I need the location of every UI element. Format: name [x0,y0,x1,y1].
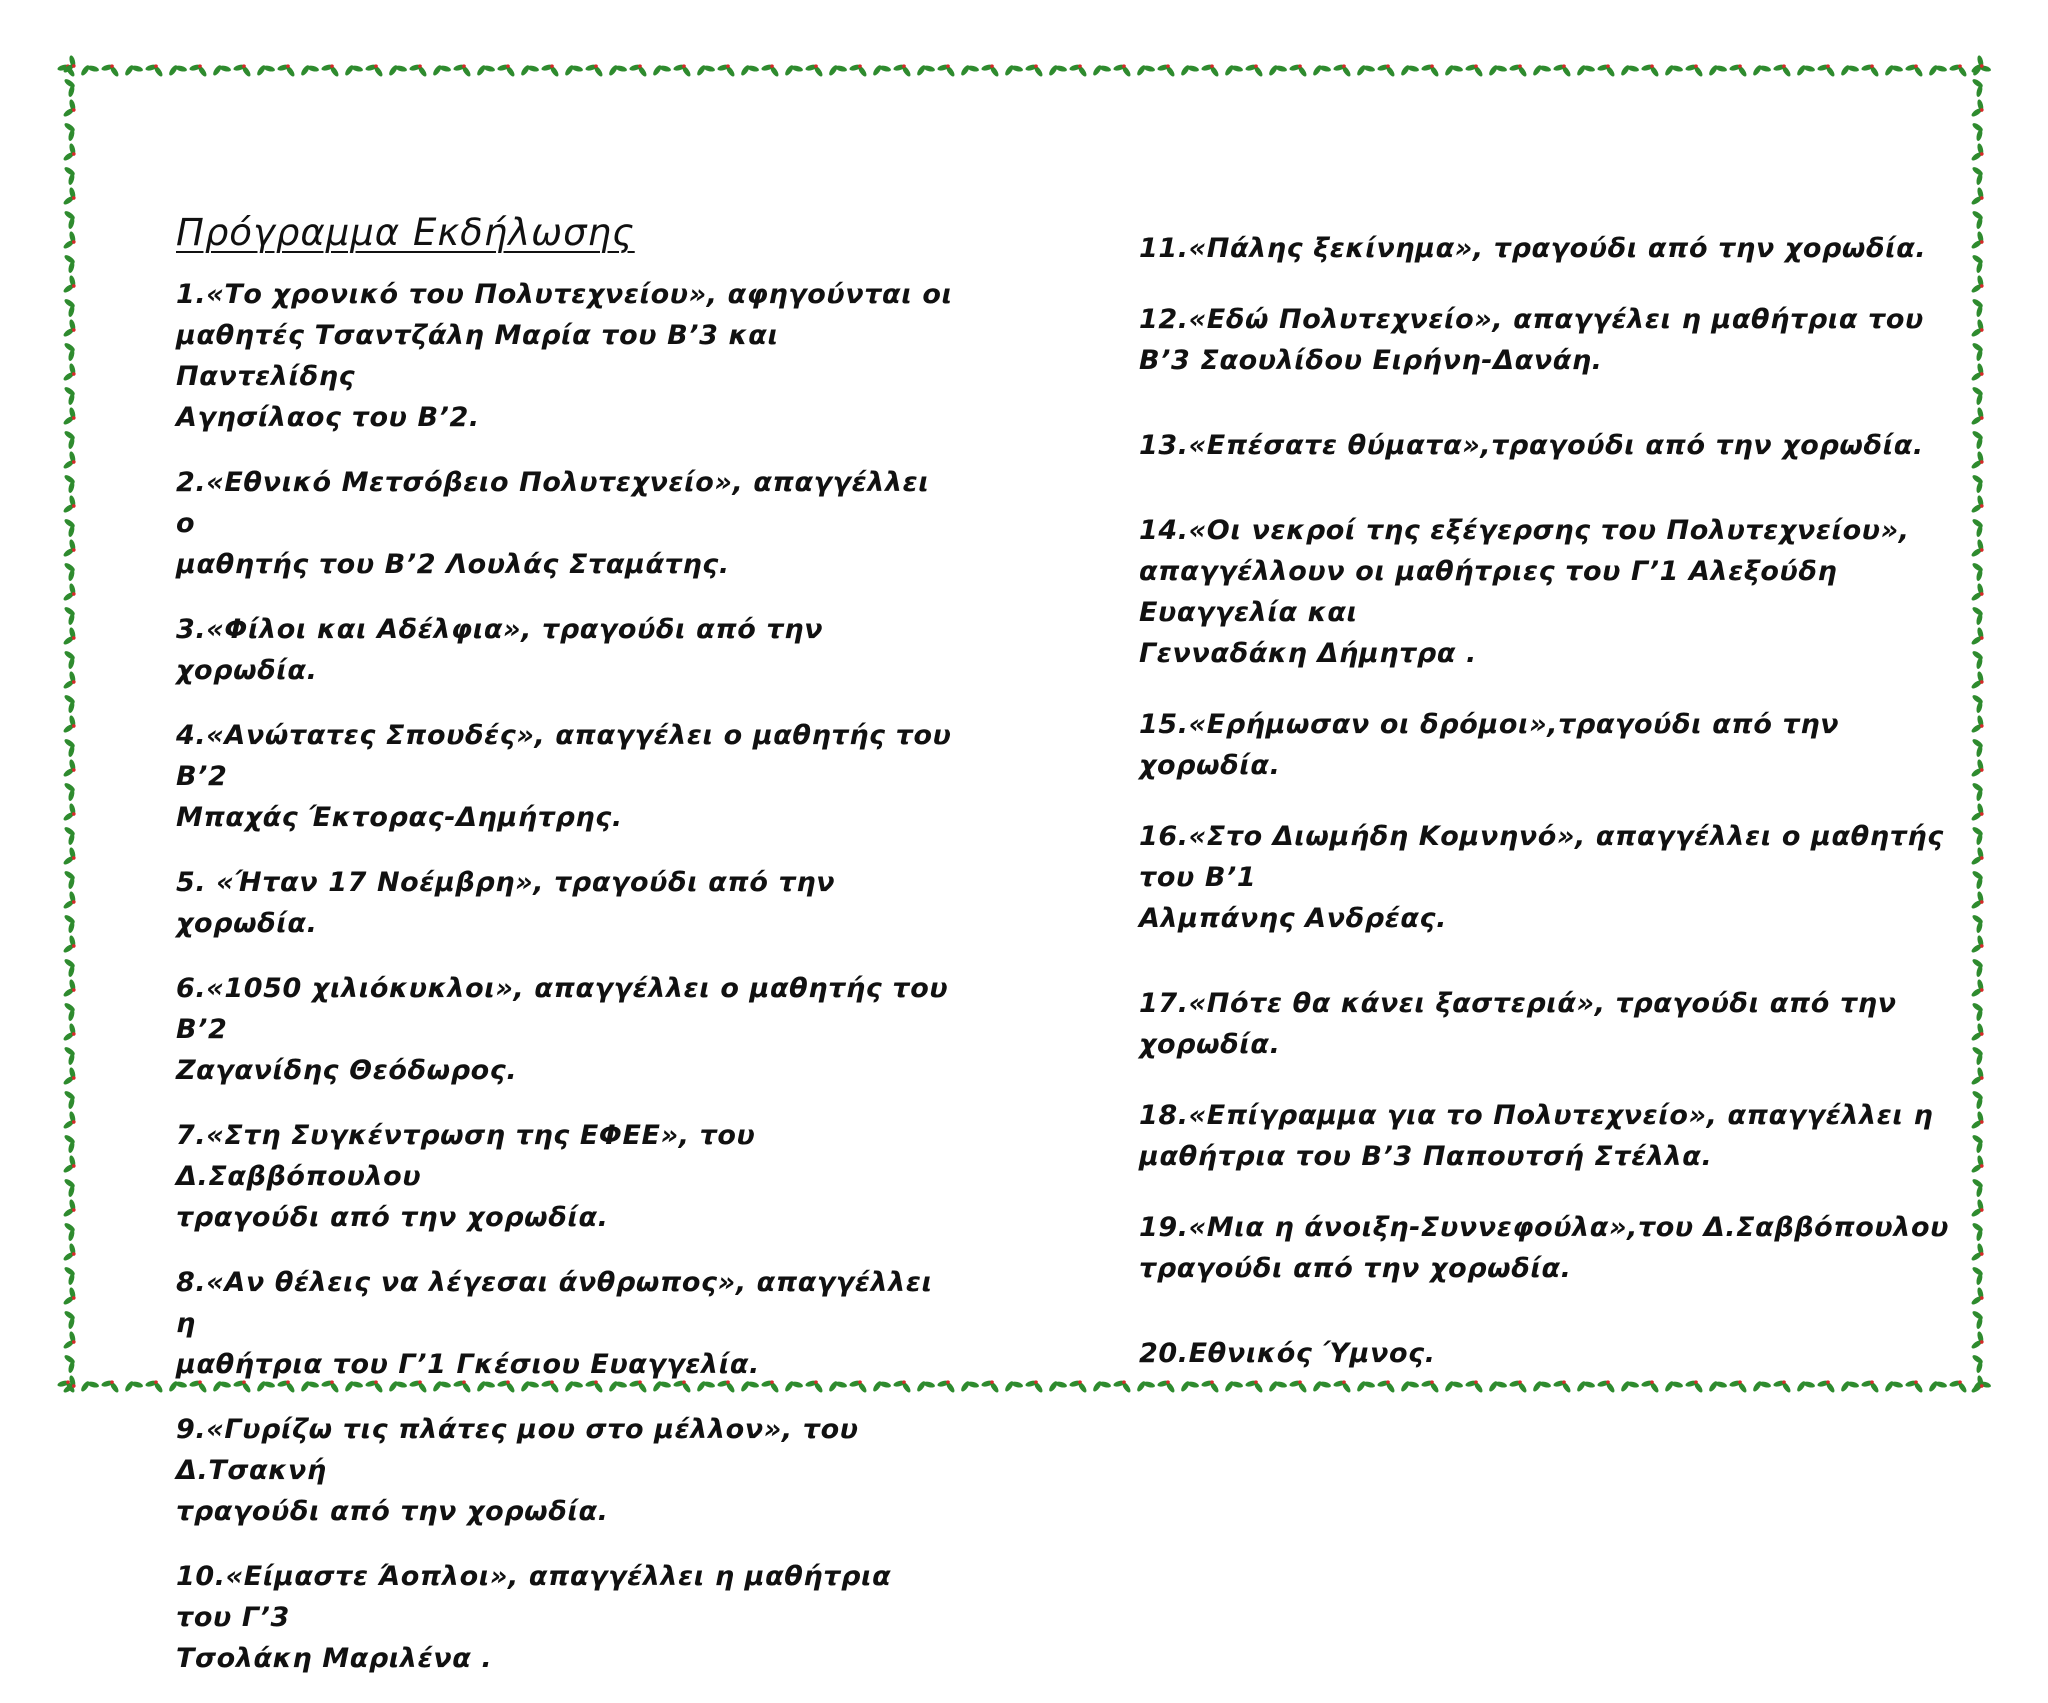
holly-sprig-icon [1969,163,1988,187]
holly-sprig-icon [231,60,255,79]
holly-sprig-icon [1353,60,1377,79]
holly-sprig-icon [1969,669,1988,693]
holly-sprig-icon [61,493,80,517]
holly-sprig-icon [1705,60,1729,79]
holly-sprig-icon [1969,537,1988,561]
program-item-20: 20.Εθνικός Ύμνος. [1139,1338,1436,1369]
holly-sprig-icon [1969,339,1988,363]
program-item-16: 16.«Στο Διωμήδη Κομνηνό», απαγγέλλει ο μαθητής του Β’1 Αλμπάνης Ανδρέας. [1139,821,1944,934]
holly-sprig-icon [1969,273,1988,297]
holly-sprig-icon [1969,361,1988,385]
holly-sprig-icon [61,955,80,979]
holly-sprig-icon [99,1376,123,1395]
holly-sprig-icon [1243,60,1267,79]
holly-sprig-icon [1969,1109,1988,1133]
holly-sprig-icon [61,1131,80,1155]
holly-sprig-icon [61,625,80,649]
holly-sprig-icon [363,60,387,79]
holly-sprig-icon [1221,60,1245,79]
holly-sprig-icon [1969,735,1988,759]
holly-sprig-icon [693,60,717,79]
holly-sprig-icon [61,119,80,143]
holly-sprig-icon [61,823,80,847]
holly-sprig-icon [61,911,80,935]
holly-sprig-icon [1507,60,1531,79]
holly-sprig-icon [61,1219,80,1243]
holly-sprig-icon [61,1307,80,1331]
holly-sprig-icon [1969,691,1988,715]
holly-sprig-icon [61,1065,80,1089]
holly-sprig-icon [1683,60,1707,79]
program-item-19: 19.«Μια η άνοιξη-Συννεφούλα»,του Δ.Σαββόπουλου τραγούδι από την χορωδία. [1139,1212,1949,1284]
holly-sprig-icon [1969,515,1988,539]
holly-sprig-icon [165,60,189,79]
holly-sprig-icon [61,1241,80,1265]
holly-sprig-icon [979,1376,1003,1395]
holly-sprig-icon [1067,60,1091,79]
garland-border-top [56,54,1994,84]
holly-sprig-icon [61,383,80,407]
holly-sprig-icon [1969,251,1988,275]
holly-sprig-icon [1969,493,1988,517]
holly-sprig-icon [1617,60,1641,79]
holly-sprig-icon [1155,60,1179,79]
holly-sprig-icon [1441,60,1465,79]
holly-sprig-icon [61,779,80,803]
holly-sprig-icon [1969,1373,1988,1397]
holly-sprig-icon [1111,1376,1135,1395]
holly-sprig-icon [1265,60,1289,79]
program-item-18: 18.«Επίγραμμα για το Πολυτεχνείο», απαγγέλλει η μαθήτρια του Β’3 Παπουτσή Στέλλα. [1139,1100,1934,1172]
holly-sprig-icon [1925,60,1949,79]
holly-sprig-icon [1375,60,1399,79]
holly-sprig-icon [253,60,277,79]
program-column-left [176,208,956,1703]
holly-sprig-icon [869,60,893,79]
holly-sprig-icon [1859,60,1883,79]
holly-sprig-icon [1969,581,1988,605]
holly-sprig-icon [1023,60,1047,79]
holly-sprig-icon [61,999,80,1023]
holly-sprig-icon [1485,60,1509,79]
holly-sprig-icon [61,603,80,627]
holly-sprig-icon [957,60,981,79]
garland-border-left [56,54,86,1400]
holly-sprig-icon [61,361,80,385]
holly-sprig-icon [1045,1376,1069,1395]
holly-sprig-icon [61,1263,80,1287]
holly-sprig-icon [1067,1376,1091,1395]
holly-sprig-icon [61,1285,80,1309]
holly-sprig-icon [1837,60,1861,79]
holly-sprig-icon [61,163,80,187]
holly-sprig-icon [1969,999,1988,1023]
holly-sprig-icon [61,317,80,341]
holly-sprig-icon [61,1043,80,1067]
holly-sprig-icon [1309,60,1333,79]
program-item-12: 12.«Εδώ Πολυτεχνείο», απαγγέλει η μαθήτρια του Β’3 Σαουλίδου Ειρήνη-Δανάη. [1139,304,1924,376]
holly-sprig-icon [1969,75,1988,99]
holly-sprig-icon [61,581,80,605]
holly-sprig-icon [61,75,80,99]
holly-sprig-icon [429,60,453,79]
holly-sprig-icon [61,54,80,77]
holly-sprig-icon [1749,60,1773,79]
holly-sprig-icon [61,295,80,319]
holly-sprig-icon [61,977,80,1001]
holly-sprig-icon [187,60,211,79]
holly-sprig-icon [561,60,585,79]
holly-sprig-icon [1969,801,1988,825]
holly-sprig-icon [1001,60,1025,79]
holly-sprig-icon [1177,60,1201,79]
holly-sprig-icon [1793,60,1817,79]
holly-sprig-icon [143,1376,167,1395]
holly-sprig-icon [1969,317,1988,341]
holly-sprig-icon [61,339,80,363]
holly-sprig-icon [61,1197,80,1221]
holly-sprig-icon [847,60,871,79]
holly-sprig-icon [1969,955,1988,979]
holly-sprig-icon [1089,1376,1113,1395]
holly-sprig-icon [1969,889,1988,913]
holly-sprig-icon [61,1329,80,1353]
holly-sprig-icon [61,229,80,253]
holly-sprig-icon [99,60,123,79]
holly-sprig-icon [957,1376,981,1395]
holly-sprig-icon [1969,207,1988,231]
holly-sprig-icon [1969,1087,1988,1111]
holly-sprig-icon [1969,295,1988,319]
holly-sprig-icon [1969,185,1988,209]
holly-sprig-icon [1419,60,1443,79]
holly-sprig-icon [1727,60,1751,79]
holly-sprig-icon [1661,60,1685,79]
holly-sprig-icon [1969,1175,1988,1199]
holly-sprig-icon [649,60,673,79]
holly-sprig-icon [209,60,233,79]
holly-sprig-icon [341,60,365,79]
holly-sprig-icon [61,933,80,957]
holly-sprig-icon [1969,449,1988,473]
holly-sprig-icon [1969,977,1988,1001]
program-item-8: 8.«Αν θέλεις να λέγεσαι άνθρωπος», απαγγέλλει η μαθήτρια του Γ’1 Γκέσιου Ευαγγελία. [176,1267,933,1380]
holly-sprig-icon [495,60,519,79]
holly-sprig-icon [737,60,761,79]
program-item-13: 13.«Επέσατε θύματα»,τραγούδι από την χορωδία. [1139,430,1924,461]
holly-sprig-icon [1969,933,1988,957]
holly-sprig-icon [781,60,805,79]
holly-sprig-icon [1969,229,1988,253]
holly-sprig-icon [61,251,80,275]
holly-sprig-icon [935,60,959,79]
holly-sprig-icon [627,60,651,79]
holly-sprig-icon [1969,779,1988,803]
program-item-3: 3.«Φίλοι και Αδέλφια», τραγούδι από την χορωδία. [176,614,824,686]
holly-sprig-icon [1551,60,1575,79]
holly-sprig-icon [1969,1043,1988,1067]
holly-sprig-icon [1969,141,1988,165]
holly-sprig-icon [61,141,80,165]
holly-sprig-icon [913,60,937,79]
holly-sprig-icon [1815,60,1839,79]
holly-sprig-icon [1969,1329,1988,1353]
holly-sprig-icon [61,1175,80,1199]
page-title: Πρόγραμμα Εκδήλωσης [176,211,635,254]
holly-sprig-icon [121,1376,145,1395]
holly-sprig-icon [1881,60,1905,79]
holly-sprig-icon [715,60,739,79]
holly-sprig-icon [1969,647,1988,671]
holly-sprig-icon [1111,60,1135,79]
program-item-9: 9.«Γυρίζω τις πλάτες μου στο μέλλον», του Δ.Τσακνή τραγούδι από την χορωδία. [176,1414,859,1527]
program-item-2: 2.«Εθνικό Μετσόβειο Πολυτεχνείο», απαγγέλλει ο μαθητής του Β’2 Λουλάς Σταμάτης. [176,467,930,580]
holly-sprig-icon [1969,757,1988,781]
holly-sprig-icon [61,427,80,451]
holly-sprig-icon [61,669,80,693]
holly-sprig-icon [61,757,80,781]
program-item-6: 6.«1050 χιλιόκυκλοι», απαγγέλλει ο μαθητής του Β’2 Ζαγανίδης Θεόδωρος. [176,973,949,1086]
holly-sprig-icon [1397,60,1421,79]
holly-sprig-icon [1969,383,1988,407]
program-item-1: 1.«Το χρονικό του Πολυτεχνείου», αφηγούνται οι μαθητές Τσαντζάλη Μαρία του Β’3 και Παντελίδης Αγησίλαος του Β’2. [176,279,953,433]
program-column-right [1139,228,1959,1404]
holly-sprig-icon [1969,823,1988,847]
holly-sprig-icon [1969,625,1988,649]
holly-sprig-icon [803,60,827,79]
holly-sprig-icon [61,867,80,891]
holly-sprig-icon [517,60,541,79]
holly-sprig-icon [1969,471,1988,495]
holly-sprig-icon [61,515,80,539]
holly-sprig-icon [61,185,80,209]
holly-sprig-icon [1969,1351,1988,1375]
program-item-5: 5. «Ήταν 17 Νοέμβρη», τραγούδι από την χορωδία. [176,867,836,939]
garland-border-right [1964,54,1994,1400]
holly-sprig-icon [1045,60,1069,79]
holly-sprig-icon [605,60,629,79]
holly-sprig-icon [1331,60,1355,79]
holly-sprig-icon [61,97,80,121]
holly-sprig-icon [1287,60,1311,79]
holly-sprig-icon [1133,60,1157,79]
holly-sprig-icon [1969,1219,1988,1243]
holly-sprig-icon [61,1153,80,1177]
holly-sprig-icon [61,537,80,561]
holly-sprig-icon [1023,1376,1047,1395]
holly-sprig-icon [1969,1307,1988,1331]
holly-sprig-icon [1969,1153,1988,1177]
program-item-7: 7.«Στη Συγκέντρωση της ΕΦΕΕ», του Δ.Σαββόπουλου τραγούδι από την χορωδία. [176,1120,756,1233]
program-item-17: 17.«Πότε θα κάνει ξαστεριά», τραγούδι από την χορωδία. [1139,988,1897,1060]
holly-sprig-icon [1969,1241,1988,1265]
holly-sprig-icon [1903,60,1927,79]
holly-sprig-icon [61,207,80,231]
holly-sprig-icon [1969,713,1988,737]
holly-sprig-icon [1771,60,1795,79]
holly-sprig-icon [61,559,80,583]
holly-sprig-icon [1969,1263,1988,1287]
holly-sprig-icon [1463,60,1487,79]
holly-sprig-icon [275,60,299,79]
holly-sprig-icon [61,1109,80,1133]
program-item-4: 4.«Ανώτατες Σπουδές», απαγγέλει ο μαθητής του Β’2 Μπαχάς Έκτορας-Δημήτρης. [176,720,952,833]
holly-sprig-icon [891,60,915,79]
holly-sprig-icon [1969,603,1988,627]
holly-sprig-icon [1089,60,1113,79]
holly-sprig-icon [61,273,80,297]
holly-sprig-icon [61,713,80,737]
holly-sprig-icon [1969,1197,1988,1221]
holly-sprig-icon [1969,97,1988,121]
holly-sprig-icon [1969,845,1988,869]
holly-sprig-icon [671,60,695,79]
holly-sprig-icon [61,1087,80,1111]
holly-sprig-icon [1969,911,1988,935]
holly-sprig-icon [1969,427,1988,451]
holly-sprig-icon [61,1351,80,1375]
holly-sprig-icon [61,735,80,759]
holly-sprig-icon [1529,60,1553,79]
program-item-10: 10.«Είμαστε Άοπλοι», απαγγέλλει η μαθήτρια του Γ’3 Τσολάκη Μαριλένα . [176,1561,892,1674]
holly-sprig-icon [1969,54,1988,77]
holly-sprig-icon [1969,1131,1988,1155]
holly-sprig-icon [61,1373,80,1397]
program-item-14: 14.«Οι νεκροί της εξέγερσης του Πολυτεχνείου», απαγγέλλουν οι μαθήτριες του Γ’1 Αλεξούδη Ευαγγελία και Γενναδάκη Δήμητρα . [1139,515,1910,669]
holly-sprig-icon [825,60,849,79]
holly-sprig-icon [61,471,80,495]
holly-sprig-icon [1969,405,1988,429]
holly-sprig-icon [1969,559,1988,583]
holly-sprig-icon [61,889,80,913]
holly-sprig-icon [1969,1065,1988,1089]
holly-sprig-icon [1001,1376,1025,1395]
holly-sprig-icon [319,60,343,79]
holly-sprig-icon [61,405,80,429]
program-item-15: 15.«Ερήμωσαν οι δρόμοι»,τραγούδι από την χορωδία. [1139,709,1840,781]
holly-sprig-icon [1969,119,1988,143]
holly-sprig-icon [61,449,80,473]
holly-sprig-icon [539,60,563,79]
holly-sprig-icon [1595,60,1619,79]
holly-sprig-icon [1969,1285,1988,1309]
holly-sprig-icon [297,60,321,79]
holly-sprig-icon [61,1021,80,1045]
holly-sprig-icon [61,845,80,869]
program-item-11: 11.«Πάλης ξεκίνημα», τραγούδι από την χορωδία. [1139,233,1927,264]
holly-sprig-icon [61,647,80,671]
holly-sprig-icon [451,60,475,79]
holly-sprig-icon [61,691,80,715]
holly-sprig-icon [1639,60,1663,79]
holly-sprig-icon [1573,60,1597,79]
holly-sprig-icon [143,60,167,79]
holly-sprig-icon [61,801,80,825]
holly-sprig-icon [583,60,607,79]
holly-sprig-icon [385,60,409,79]
holly-sprig-icon [121,60,145,79]
holly-sprig-icon [759,60,783,79]
holly-sprig-icon [1199,60,1223,79]
holly-sprig-icon [1969,867,1988,891]
holly-sprig-icon [1969,1021,1988,1045]
holly-sprig-icon [979,60,1003,79]
holly-sprig-icon [473,60,497,79]
holly-sprig-icon [407,60,431,79]
